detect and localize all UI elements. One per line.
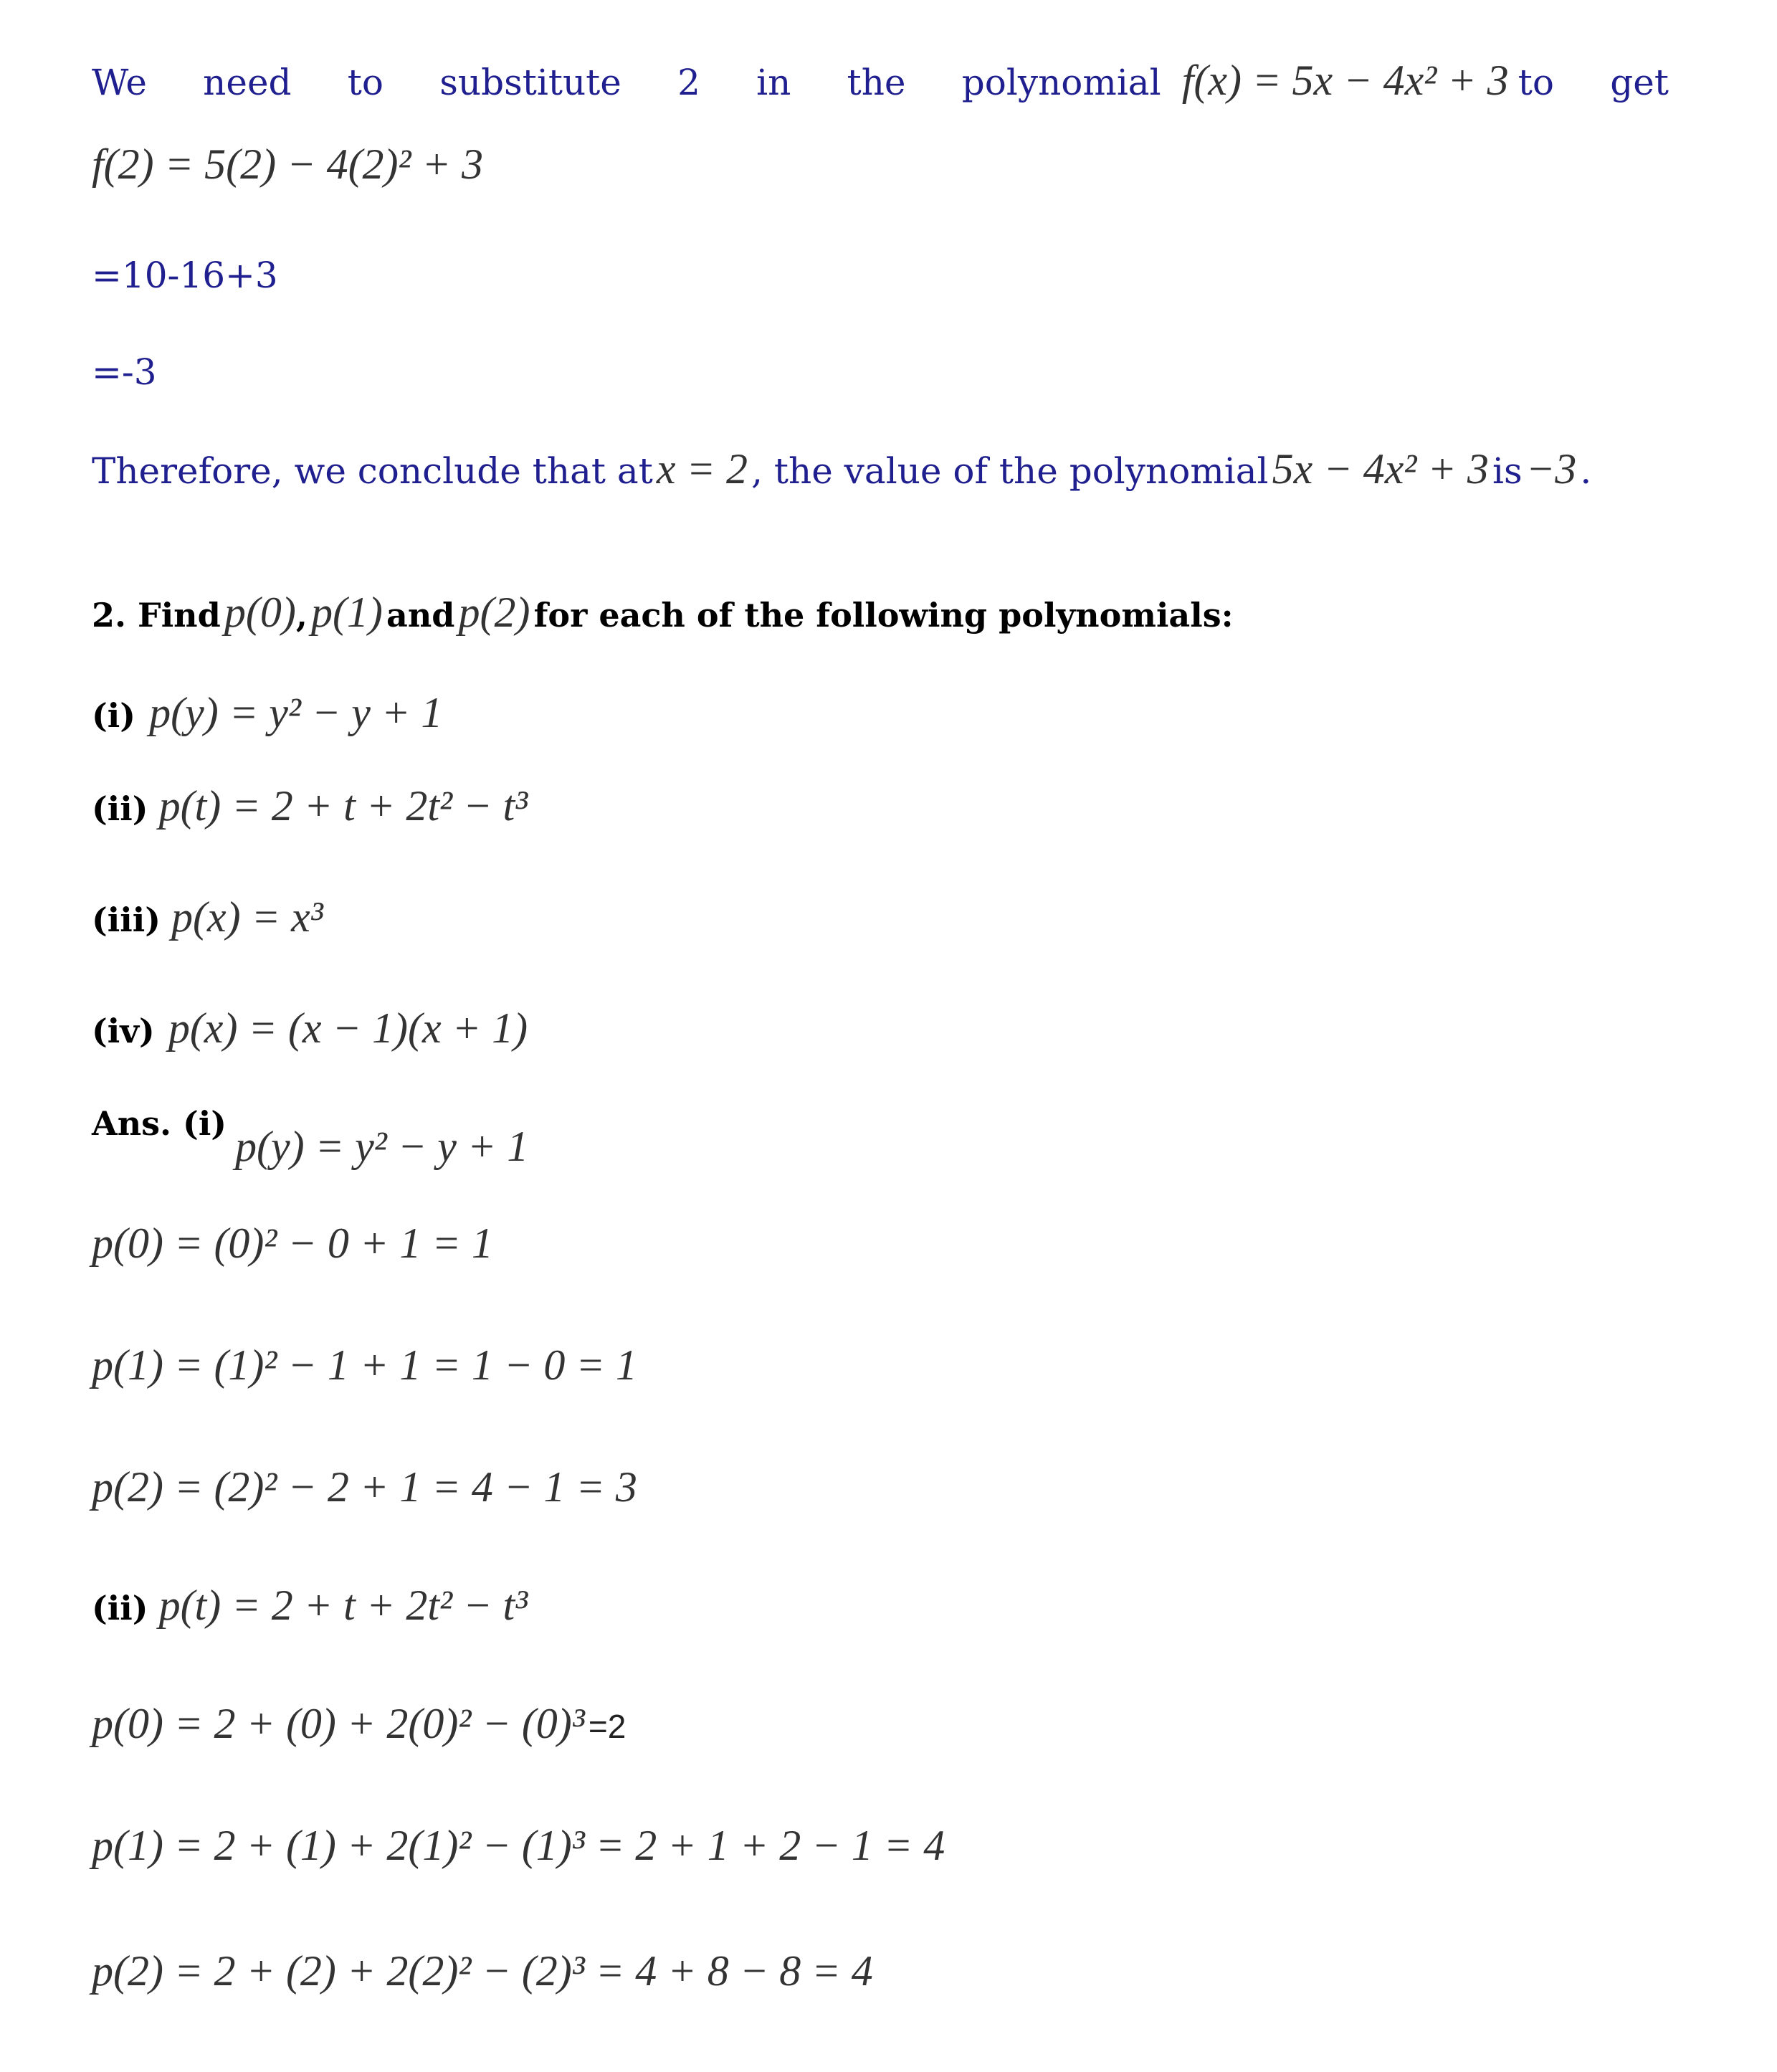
conclusion-result: −3 [1525, 445, 1577, 493]
answer-step: p(1) = (1)² − 1 + 1 = 1 − 0 = 1 [92, 1341, 637, 1389]
question-text: for each of the following polynomials: [533, 596, 1234, 635]
intro-word: the [847, 62, 906, 103]
conclusion-text: , the value of the polynomial [751, 450, 1269, 492]
conclusion-poly: 5x − 4x² + 3 [1272, 445, 1489, 493]
answer2-step [92, 1699, 626, 1749]
part-expr: p(y) = y² − y + 1 [149, 689, 443, 736]
step-equation: f(2) = 5(2) − 4(2)² + 3 [92, 141, 484, 188]
intro-word: to [347, 62, 383, 103]
intro-word: substitute [439, 62, 621, 103]
question-math: p(2) [458, 589, 530, 636]
part-label: (i) [92, 696, 136, 735]
answer-label-line [92, 1104, 227, 1143]
answer2-expr: p(t) = 2 + t + 2t² − t³ [158, 1582, 528, 1629]
question-math: p(0) [224, 589, 296, 636]
question-heading [92, 588, 1234, 637]
intro-to: to [1518, 62, 1554, 103]
answer2-step-result: =2 [588, 1708, 627, 1745]
conclusion-xval: x = 2 [656, 445, 748, 493]
answer-step: p(0) = (0)² − 0 + 1 = 1 [92, 1220, 493, 1267]
part-label: (iv) [92, 1012, 155, 1050]
conclusion-line [92, 445, 1591, 494]
conclusion-text: Therefore, we conclude that at [92, 450, 653, 492]
conclusion-text: is [1492, 450, 1523, 492]
question-math: p(1) [310, 589, 383, 636]
answer2-step: p(1) = 2 + (1) + 2(1)² − (1)³ = 2 + 1 + 2 − 1 = 4 [92, 1822, 945, 1869]
intro-word: in [756, 62, 791, 103]
question-text: 2. Find [92, 596, 221, 635]
intro-formula-group [962, 56, 1554, 105]
intro-word: need [203, 62, 292, 103]
part-expr: p(x) = x³ [171, 893, 323, 941]
part-item [92, 688, 442, 738]
question-text: , [295, 596, 308, 635]
part-expr: p(t) = 2 + t + 2t² − t³ [158, 782, 528, 830]
answer-step: p(2) = (2)² − 2 + 1 = 4 − 1 = 3 [92, 1463, 637, 1511]
intro-word: We [92, 62, 147, 103]
answer2-step-expr: p(0) = 2 + (0) + 2(0)² − (0)³ [92, 1700, 585, 1747]
question-text: and [386, 596, 455, 635]
part-item [92, 1004, 528, 1053]
intro-get: get [1610, 62, 1669, 103]
answer-expr-line [235, 1122, 528, 1172]
answer2-label: (ii) [92, 1589, 148, 1627]
step-equation: =10-16+3 [92, 255, 278, 296]
part-label: (iii) [92, 900, 161, 939]
part-label: (ii) [92, 789, 148, 828]
intro-word: 2 [677, 62, 700, 103]
part-item [92, 893, 323, 942]
answer2-header [92, 1581, 528, 1630]
part-item [92, 781, 528, 831]
intro-line [92, 56, 1669, 105]
part-expr: p(x) = (x − 1)(x + 1) [168, 1004, 528, 1052]
intro-formula: f(x) = 5x − 4x² + 3 [1181, 57, 1509, 104]
answer2-step: p(2) = 2 + (2) + 2(2)² − (2)³ = 4 + 8 − 8 = 4 [92, 1947, 873, 1995]
intro-word: polynomial [961, 62, 1161, 103]
step-equation: =-3 [92, 351, 157, 393]
conclusion-text: . [1580, 450, 1592, 492]
answer-label: Ans. (i) [92, 1104, 227, 1143]
answer-expr: p(y) = y² − y + 1 [235, 1123, 529, 1170]
